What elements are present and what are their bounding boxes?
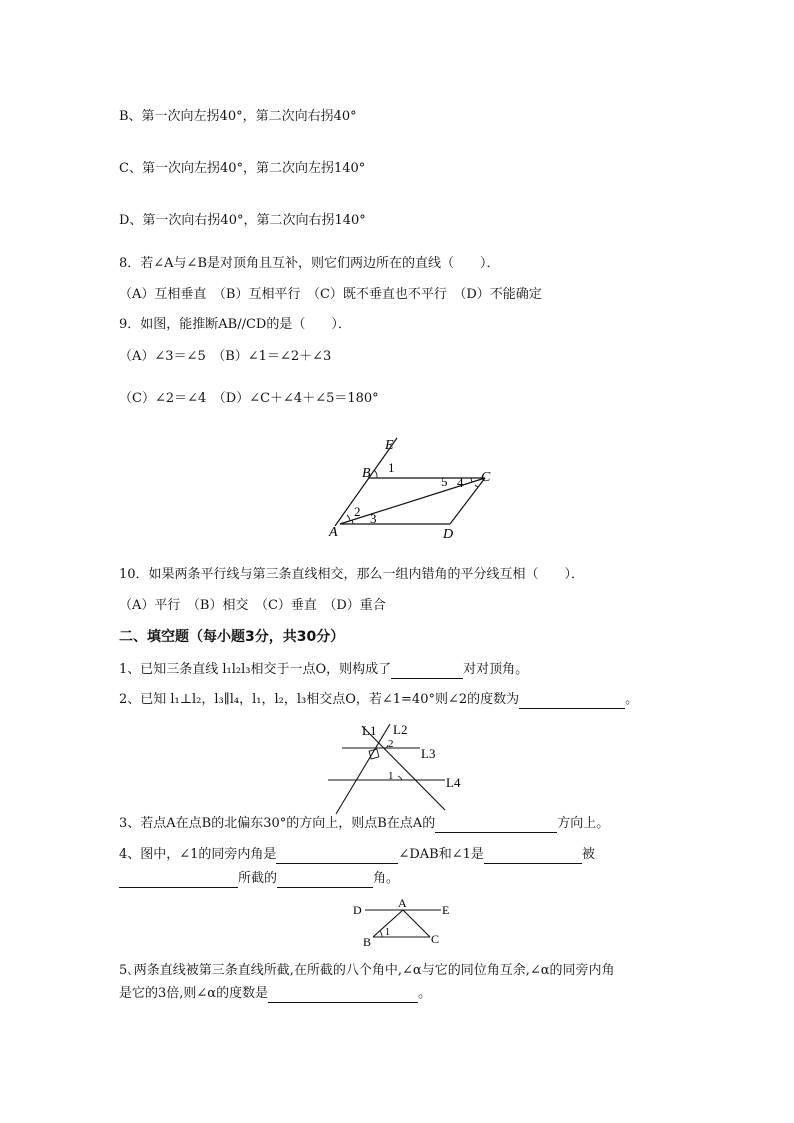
q7-option-b: B、第一次向左拐40°，第二次向右拐40°: [119, 109, 357, 124]
fill-5-line-2: [119, 985, 431, 1003]
q8-stem: 8．若∠A与∠B是对顶角且互补，则它们两边所在的直线（ ）．: [119, 256, 500, 271]
fill-4-mid2: 被: [581, 847, 595, 862]
fill-2-figure: [320, 718, 470, 818]
label-angle-2: 2: [354, 504, 361, 519]
q9-options-ab: （A）∠3＝∠5 （B）∠1＝∠2＋∠3: [119, 349, 332, 364]
angle-1-arc: [398, 776, 402, 780]
label-a: A: [398, 896, 407, 910]
label-d: D: [353, 903, 362, 917]
fill-4-text: 4、图中，∠1的同旁内角是: [119, 847, 277, 862]
q8-options: （A）互相垂直 （B）互相平行 （C）既不垂直也不平行 （D）不能确定: [119, 287, 542, 302]
fill-4-line2-mid: 所截的: [238, 871, 278, 886]
fill-4-blank-3[interactable]: [119, 873, 238, 888]
angle-1-arc: [374, 470, 377, 478]
fill-5-text: 是它的3倍,则∠α的度数是: [119, 986, 269, 1001]
fill-3-text: 3、若点A在点B的北偏东30°的方向上，则点B在点A的: [119, 816, 436, 831]
fill-5-line-1: 5､两条直线被第三条直线所截,在所截的八个角中,∠α与它的同位角互余,∠α的同旁内角: [119, 963, 615, 978]
label-angle-4: 4: [457, 475, 464, 490]
angle-1-arc: [380, 931, 382, 937]
label-b: B: [363, 935, 372, 949]
angle-2-arc: [347, 515, 350, 521]
label-angle-5: 5: [441, 474, 448, 489]
label-a: A: [329, 525, 338, 540]
fill-2: [119, 691, 638, 709]
q9-stem: 9．如图，能推断AB//CD的是（ ）．: [119, 317, 351, 332]
label-angle-1: 1: [388, 770, 394, 782]
q7-option-d: D、第一次向右拐40°，第二次向右拐140°: [119, 213, 366, 228]
label-angle-1: 1: [388, 460, 395, 475]
section-2-title: 二、填空题（每小题3分，共30分）: [119, 629, 345, 645]
fill-4-blank-4[interactable]: [277, 873, 373, 888]
q10-stem: 10．如果两条平行线与第三条直线相交，那么一组内错角的平分线互相（ ）．: [119, 567, 585, 582]
fill-1-tail: 对对顶角。: [463, 662, 529, 677]
fill-1-blank[interactable]: [391, 664, 463, 679]
angle-4-arc: [475, 485, 478, 487]
label-l1: L1: [362, 723, 377, 738]
q9-figure: [325, 430, 505, 545]
q10-options: （A）平行 （B）相交 （C）垂直 （D）重合: [119, 598, 386, 613]
fill-3: [119, 815, 609, 833]
label-l3: L3: [421, 746, 436, 761]
fill-4-line-2: [119, 870, 399, 888]
fill-3-tail: 方向上。: [557, 816, 610, 831]
label-angle-3: 3: [370, 511, 377, 526]
label-angle-1: 1: [385, 927, 390, 938]
label-d: D: [443, 527, 454, 542]
fill-4-mid1: ∠DAB和∠1是: [398, 847, 484, 862]
fill-2-text: 2、已知 l₁⊥l₂，l₃∥l₄，l₁，l₂，l₃相交点O，若∠1=40°则∠2的度数为: [119, 692, 520, 707]
fill-4-line-1: [119, 846, 595, 864]
label-b: B: [362, 466, 371, 481]
label-c: C: [481, 470, 491, 485]
fill-1: [119, 661, 528, 679]
label-c: C: [431, 932, 440, 946]
fill-5-blank[interactable]: [268, 988, 418, 1003]
fill-4-line2-end: 角。: [373, 871, 400, 886]
fill-3-blank[interactable]: [435, 818, 557, 833]
label-e: E: [442, 903, 450, 917]
line-cd: [450, 478, 485, 524]
angle-5-arc: [471, 478, 472, 482]
fill-2-blank[interactable]: [519, 694, 625, 709]
line-ac: [403, 910, 430, 937]
label-l2: L2: [393, 722, 408, 737]
label-angle-2: 2: [388, 738, 394, 750]
fill-2-tail: 。: [625, 692, 639, 707]
line-l1: [362, 726, 445, 810]
label-e: E: [385, 438, 394, 453]
fill-4-blank-1[interactable]: [276, 849, 398, 864]
fill-4-figure: [348, 895, 458, 950]
fill-5-tail: 。: [418, 986, 432, 1001]
label-l4: L4: [446, 775, 461, 790]
fill-4-blank-2[interactable]: [484, 849, 582, 864]
q7-option-c: C、第一次向左拐40°，第二次向左拐140°: [119, 161, 366, 176]
fill-1-text: 1、已知三条直线 l₁l₂l₃相交于一点O，则构成了: [119, 662, 392, 677]
q9-options-cd: （C）∠2＝∠4 （D）∠C＋∠4＋∠5＝180°: [119, 391, 379, 406]
